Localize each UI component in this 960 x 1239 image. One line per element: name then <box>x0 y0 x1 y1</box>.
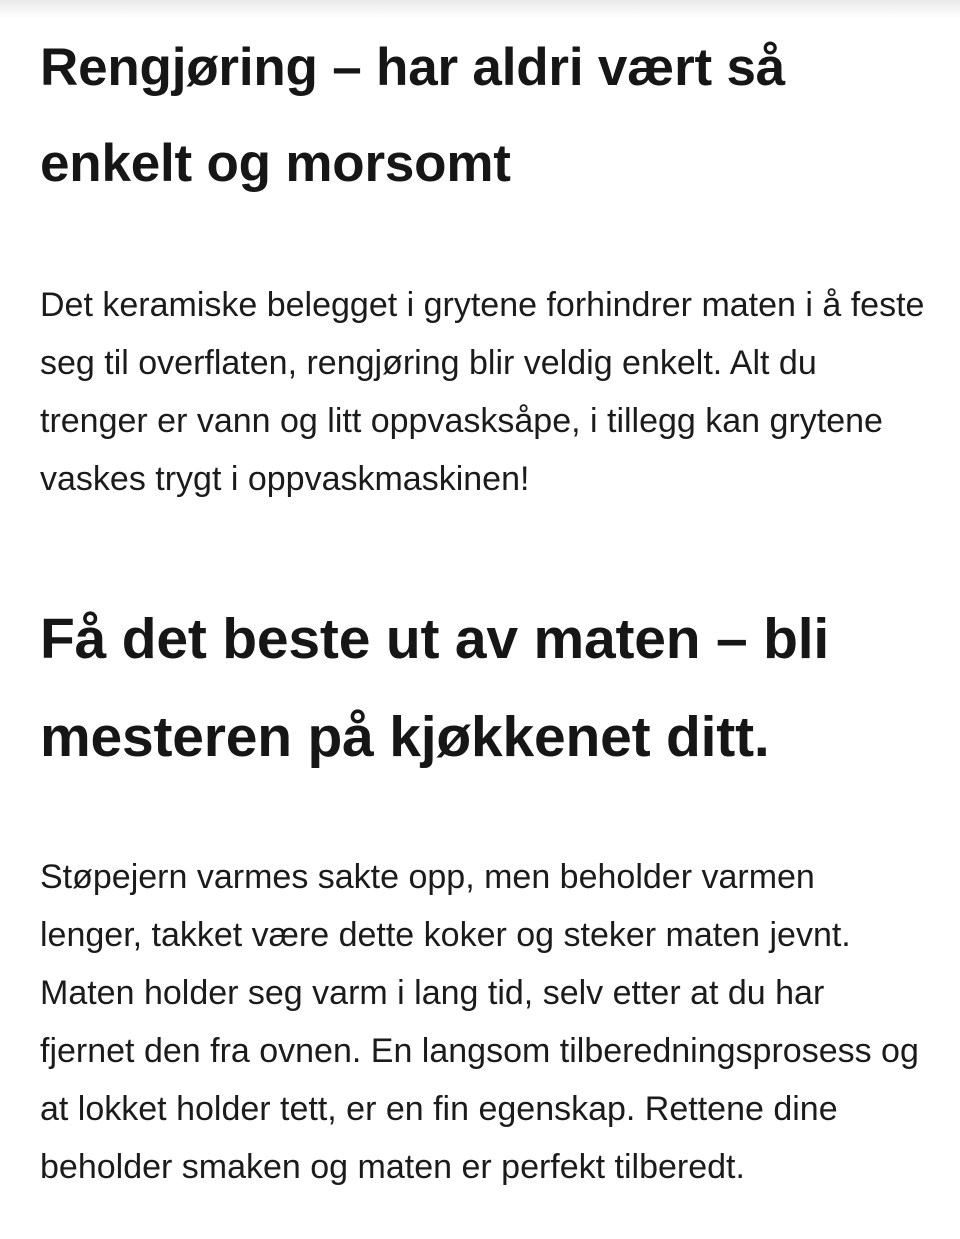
article-content <box>40 20 930 1196</box>
section-paragraph-cooking: Støpejern varmes sakte opp, men beholder varmen lenger, takket være dette koker og steker maten jevnt. Maten holder seg varm i lang tid, selv etter at du har fjernet den fra ovnen. En langsom tilberedningsprosess og at lokket holder tett, er en fin egenskap. Rettene dine beholder smaken og maten er perfekt tilberedt. <box>40 858 919 1186</box>
section-heading-cooking: Få det beste ut av maten – bli mesteren på kjøkkenet ditt. <box>40 607 830 769</box>
spacer <box>40 212 930 276</box>
spacer <box>40 508 930 590</box>
section-heading-cleaning: Rengjøring – har aldri vært så enkelt og morsomt <box>40 38 786 193</box>
top-shadow <box>0 0 960 18</box>
section-paragraph-cleaning: Det keramiske belegget i grytene forhindrer maten i å feste seg til overflaten, rengjøring blir veldig enkelt. Alt du trenger er vann og litt oppvasksåpe, i tillegg kan grytene vaskes trygt i oppvaskmaskinen! <box>40 286 925 498</box>
spacer <box>40 786 930 848</box>
